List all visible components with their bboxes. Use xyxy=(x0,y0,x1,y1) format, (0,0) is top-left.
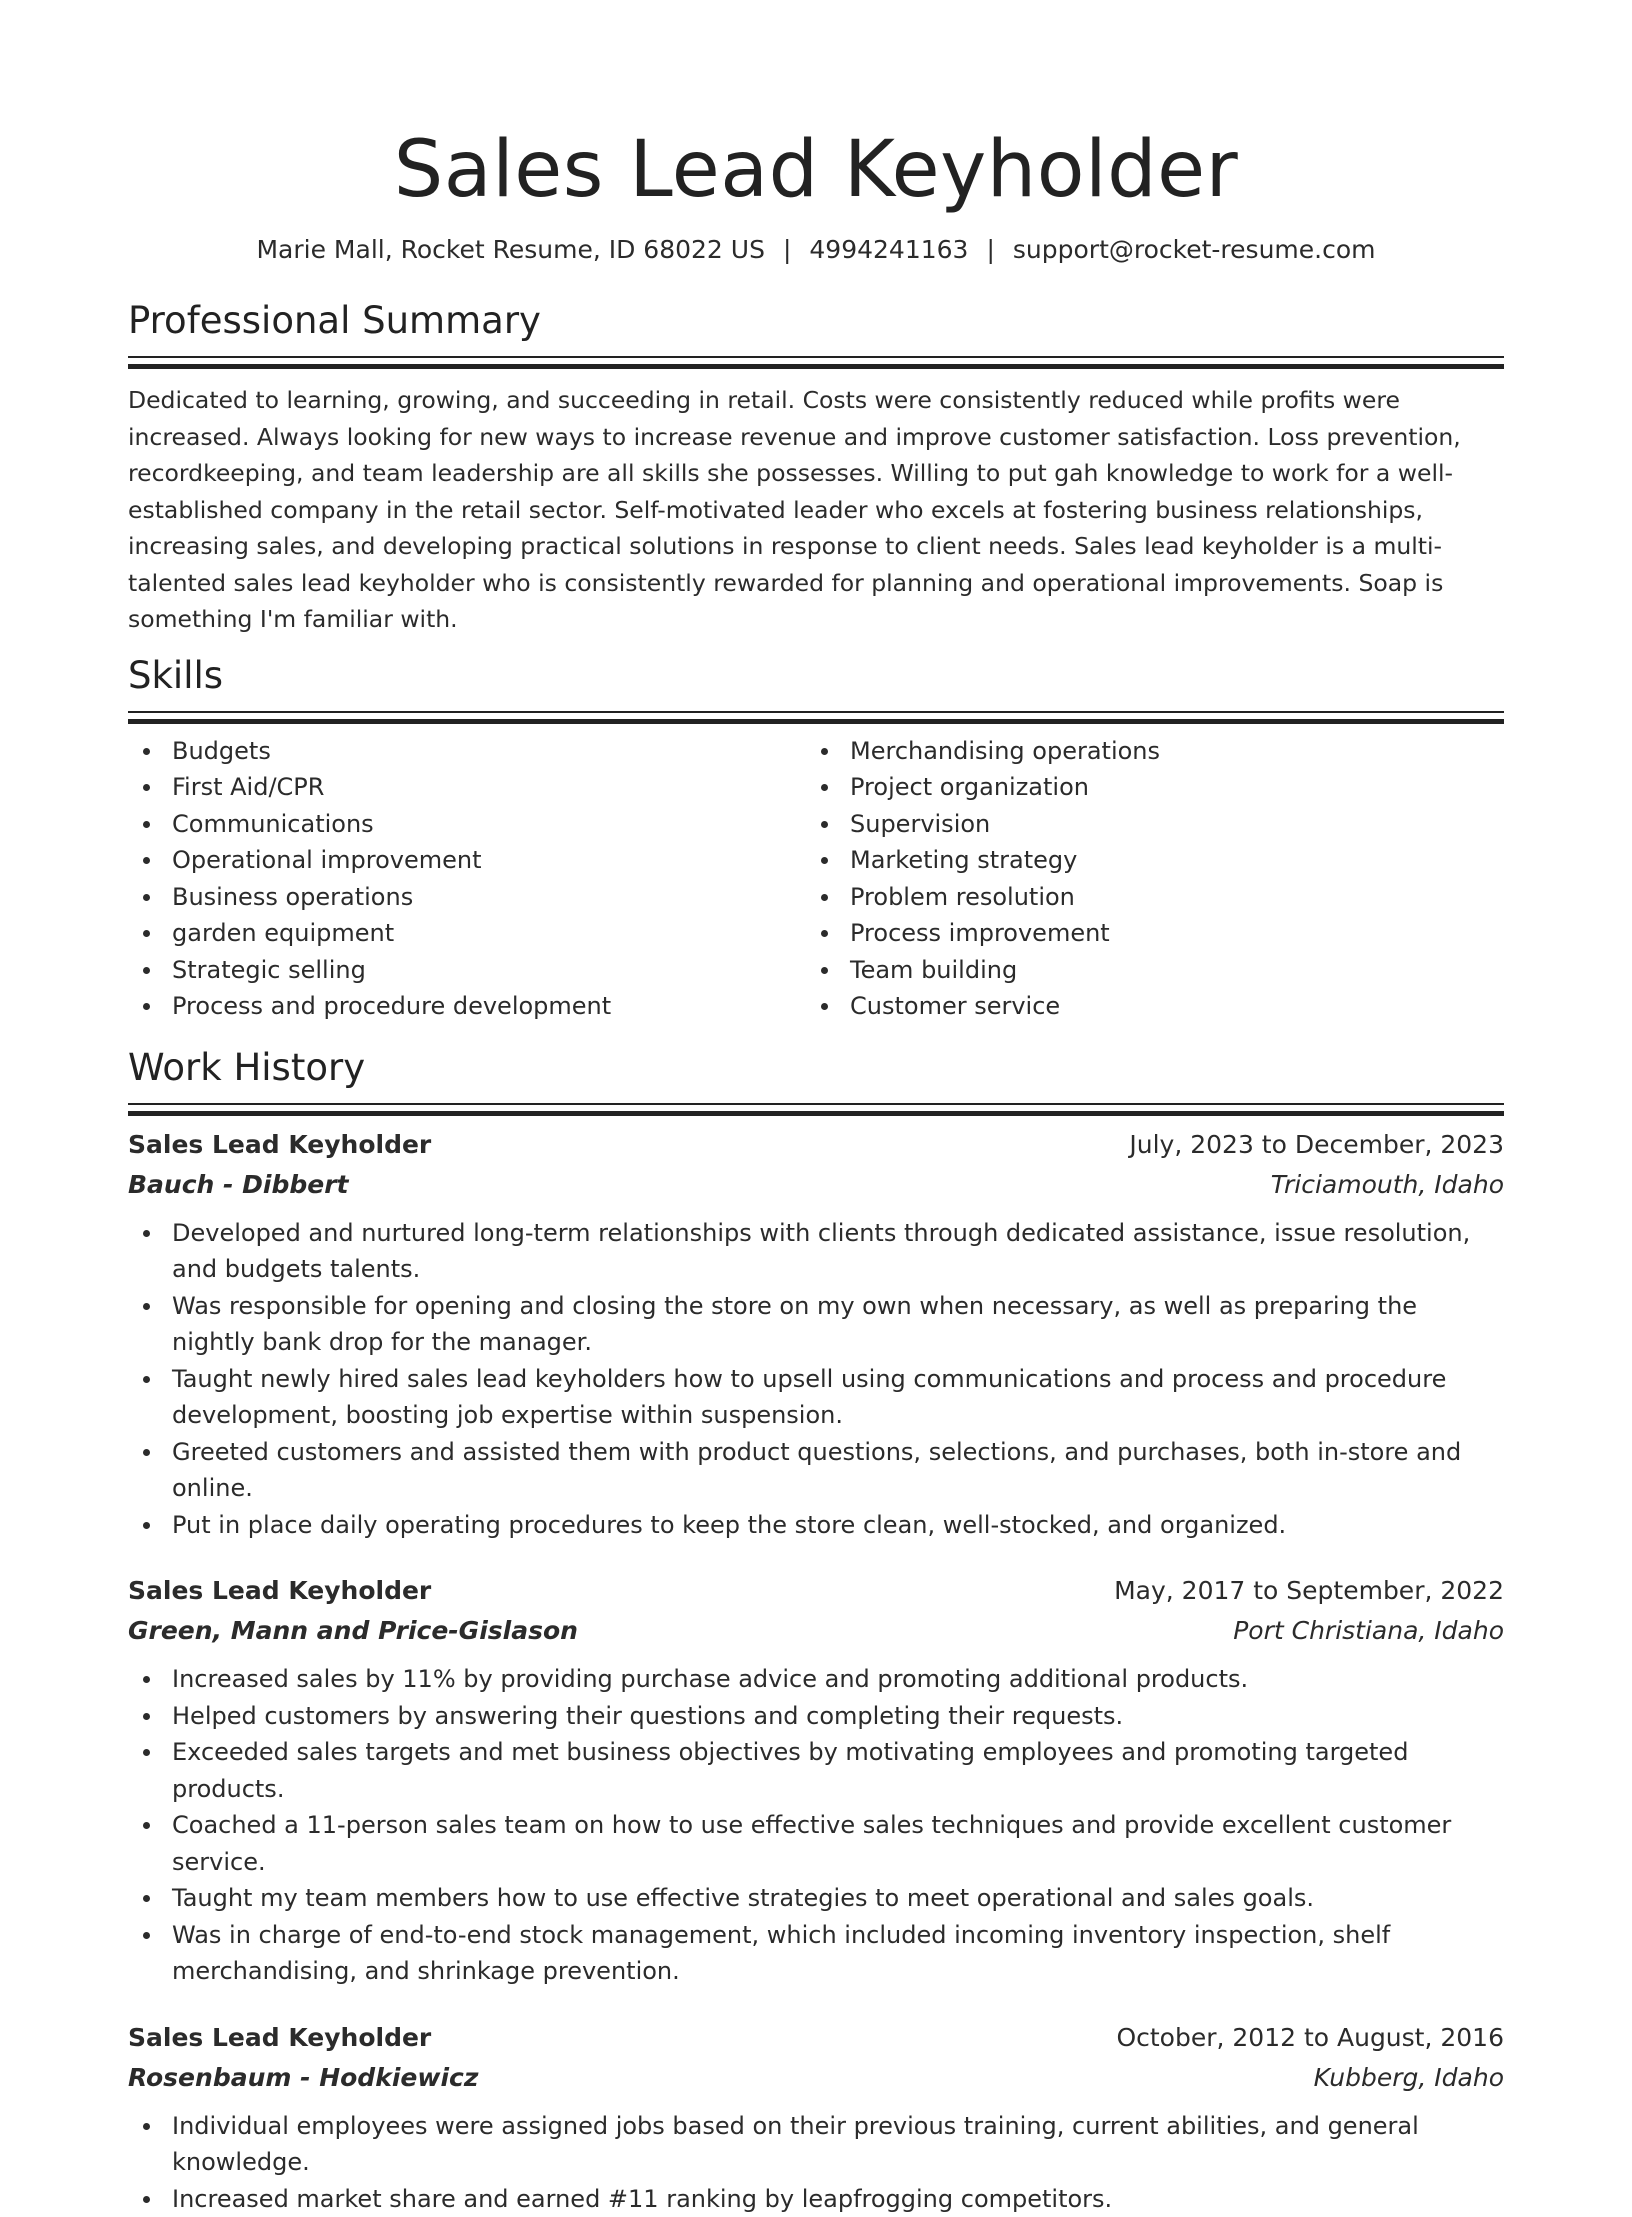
job-bullet: Taught newly hired sales lead keyholders how to upsell using communications and process and procedure development, boosting job expertise within suspension. xyxy=(128,1361,1504,1434)
job-subheader xyxy=(128,2058,1504,2098)
job-dates: October, 2012 to August, 2016 xyxy=(1116,2018,1504,2058)
skill-item: Supervision xyxy=(806,806,1484,843)
job-bullet: Greeted customers and assisted them with product questions, selections, and purchases, both in-store and online. xyxy=(128,1434,1504,1507)
job-bullet: Exceeded sales targets and met business objectives by motivating employees and promoting targeted products. xyxy=(128,1734,1504,1807)
job-entry xyxy=(128,1571,1504,1990)
job-location: Port Christiana, Idaho xyxy=(1233,1611,1504,1651)
skill-item: garden equipment xyxy=(128,915,806,952)
skills-columns xyxy=(128,733,1504,1025)
job-company: Bauch - Dibbert xyxy=(128,1165,348,1205)
skill-item: Operational improvement xyxy=(128,842,806,879)
skill-item: Process improvement xyxy=(806,915,1484,952)
job-title: Sales Lead Keyholder xyxy=(128,1125,431,1165)
skill-item: Communications xyxy=(128,806,806,843)
skill-item: Customer service xyxy=(806,988,1484,1025)
job-entry xyxy=(128,2018,1504,2217)
job-header xyxy=(128,2018,1504,2058)
contact-separator: | xyxy=(783,234,791,266)
job-subheader xyxy=(128,1165,1504,1205)
job-bullet: Developed and nurtured long-term relationships with clients through dedicated assistance, issue resolution, and budgets talents. xyxy=(128,1215,1504,1288)
skill-item: Business operations xyxy=(128,879,806,916)
contact-email: support@rocket-resume.com xyxy=(1013,235,1376,264)
skills-section xyxy=(128,653,1504,1025)
contact-line xyxy=(128,234,1504,266)
contact-separator: | xyxy=(986,234,994,266)
section-divider xyxy=(128,356,1504,368)
job-bullet-list xyxy=(128,2108,1504,2217)
job-bullet: Increased sales by 11% by providing purchase advice and promoting additional products. xyxy=(128,1661,1504,1698)
contact-address: Marie Mall, Rocket Resume, ID 68022 US xyxy=(256,235,764,264)
skill-item: First Aid/CPR xyxy=(128,769,806,806)
job-bullet: Increased market share and earned #11 ranking by leapfrogging competitors. xyxy=(128,2181,1504,2217)
summary-text: Dedicated to learning, growing, and succeeding in retail. Costs were consistently reduced while profits were increased. Always looking for new ways to increase revenue and improve customer satisfaction. Loss prevention, recordkeeping, and team leadership are all skills she possesses. Willing to put gah knowledge to work for a well-established company in the retail sector. Self-motivated leader who excels at fostering business relationships, increasing sales, and developing practical solutions in response to client needs. Sales lead keyholder is a multi-talented sales lead keyholder who is consistently rewarded for planning and operational improvements. Soap is something I'm familiar with. xyxy=(128,382,1504,638)
job-bullet: Was in charge of end-to-end stock management, which included incoming inventory inspection, shelf merchandising, and shrinkage prevention. xyxy=(128,1917,1504,1990)
summary-section xyxy=(128,298,1504,638)
skill-item: Team building xyxy=(806,952,1484,989)
skills-list-right xyxy=(806,733,1484,1025)
job-bullet: Was responsible for opening and closing the store on my own when necessary, as well as preparing the nightly bank drop for the manager. xyxy=(128,1288,1504,1361)
skill-item: Process and procedure development xyxy=(128,988,806,1025)
job-location: Kubberg, Idaho xyxy=(1314,2058,1504,2098)
job-subheader xyxy=(128,1611,1504,1651)
job-entry xyxy=(128,1125,1504,1544)
job-location: Triciamouth, Idaho xyxy=(1271,1165,1504,1205)
skills-list-left xyxy=(128,733,806,1025)
skill-item: Marketing strategy xyxy=(806,842,1484,879)
section-divider xyxy=(128,1103,1504,1115)
resume-page xyxy=(128,0,1504,2217)
contact-phone: 4994241163 xyxy=(809,235,968,264)
section-title-work-history: Work History xyxy=(128,1045,1504,1091)
job-title: Sales Lead Keyholder xyxy=(128,1571,431,1611)
resume-name: Sales Lead Keyholder xyxy=(128,0,1504,218)
job-title: Sales Lead Keyholder xyxy=(128,2018,431,2058)
job-dates: July, 2023 to December, 2023 xyxy=(1129,1125,1504,1165)
job-bullet: Helped customers by answering their questions and completing their requests. xyxy=(128,1698,1504,1735)
skill-item: Strategic selling xyxy=(128,952,806,989)
job-header xyxy=(128,1125,1504,1165)
job-bullet-list xyxy=(128,1661,1504,1990)
job-company: Green, Mann and Price-Gislason xyxy=(128,1611,578,1651)
work-history-section xyxy=(128,1045,1504,2217)
section-title-summary: Professional Summary xyxy=(128,298,1504,344)
job-header xyxy=(128,1571,1504,1611)
skill-item: Problem resolution xyxy=(806,879,1484,916)
section-title-skills: Skills xyxy=(128,653,1504,699)
job-bullet: Put in place daily operating procedures to keep the store clean, well-stocked, and organized. xyxy=(128,1507,1504,1544)
section-divider xyxy=(128,711,1504,723)
skill-item: Project organization xyxy=(806,769,1484,806)
job-bullet: Taught my team members how to use effective strategies to meet operational and sales goals. xyxy=(128,1880,1504,1917)
job-bullet: Coached a 11-person sales team on how to use effective sales techniques and provide excellent customer service. xyxy=(128,1807,1504,1880)
job-bullet-list xyxy=(128,1215,1504,1544)
job-dates: May, 2017 to September, 2022 xyxy=(1114,1571,1504,1611)
skill-item: Budgets xyxy=(128,733,806,770)
job-company: Rosenbaum - Hodkiewicz xyxy=(128,2058,478,2098)
job-bullet: Individual employees were assigned jobs based on their previous training, current abilities, and general knowledge. xyxy=(128,2108,1504,2181)
skill-item: Merchandising operations xyxy=(806,733,1484,770)
